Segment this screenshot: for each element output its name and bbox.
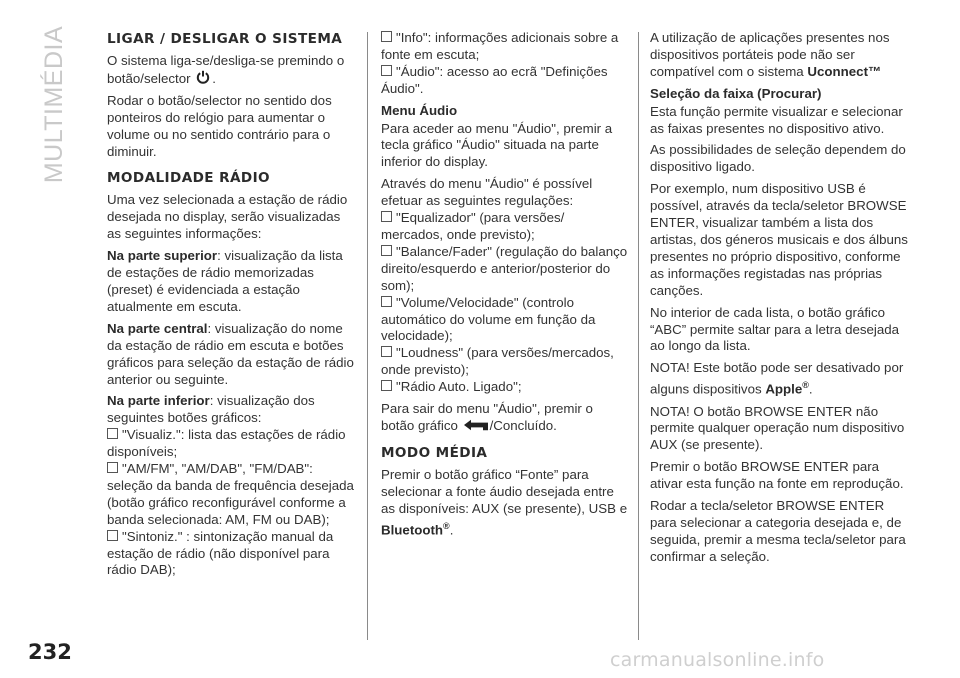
list-item: "Sintoniz." : sintonização manual da estação de rádio (não disponível para rádio DAB); <box>107 528 334 578</box>
paragraph-nota-apple: NOTA! Este botão pode ser desativado por alguns dispositivos Apple®. <box>650 360 904 397</box>
column-1 <box>107 30 357 579</box>
list-item: "Loudness" (para versões/mercados, onde previsto); <box>381 345 614 378</box>
paragraph-funcao: Esta função permite visualizar e selecionar as faixas presentes no dispositivo ativo. <box>650 103 903 136</box>
checkbox-bullet-icon <box>107 462 118 473</box>
heading-menu-audio: Menu Áudio <box>381 102 458 118</box>
checkbox-bullet-icon <box>381 65 392 76</box>
checkbox-bullet-icon <box>381 346 392 357</box>
checkbox-bullet-icon <box>381 245 392 256</box>
paragraph-menu-audio: Para aceder ao menu "Áudio", premir a tecla gráfico "Áudio" situada na parte inferior do display. <box>381 120 613 170</box>
paragraph-ativar: Premir o botão BROWSE ENTER para ativar esta função na fonte em reprodução. <box>650 459 904 492</box>
paragraph-volume: Rodar o botão/selector no sentido dos ponteiros do relógio para aumentar o volume ou no sentido contrário para o diminuir. <box>107 92 332 159</box>
paragraph-exemplo-usb: Por exemplo, num dispositivo USB é possível, através da tecla/seletor BROWSE ENTER, visualizar também a lista dos artistas, dos géneros musicais e dos álbuns presentes no próprio dispositivo, conforme as informações registadas nas próprias canções. <box>650 181 908 298</box>
checkbox-bullet-icon <box>381 211 392 222</box>
paragraph-possibilidades: As possibilidades de seleção dependem do dispositivo ligado. <box>650 142 906 175</box>
list-item: "Rádio Auto. Ligado"; <box>381 379 629 396</box>
column-2 <box>381 30 629 544</box>
paragraph-ligar: O sistema liga-se/desliga-se premindo o botão/selector . <box>107 53 345 86</box>
checkbox-bullet-icon <box>381 31 392 42</box>
checkbox-bullet-icon <box>107 428 118 439</box>
paragraph-regulacoes: Através do menu "Áudio" é possível efetuar as seguintes regulações: <box>381 176 593 209</box>
heading-modo-media: MODO MÉDIA <box>381 444 488 461</box>
checkbox-bullet-icon <box>381 296 392 307</box>
page-number: 232 <box>28 640 72 664</box>
list-item: "Info": informações adicionais sobre a fonte em escuta; <box>381 30 619 62</box>
list-item: "Visualiz.": lista das estações de rádio disponíveis; <box>107 427 346 460</box>
paragraph-nota-aux: NOTA! O botão BROWSE ENTER não permite qualquer operação num dispositivo AUX (se presente). <box>650 403 905 453</box>
paragraph-modo-media: Premir o botão gráfico “Fonte” para selecionar a fonte áudio desejada entre as disponíveis: AUX (se presente), USB e Bluetooth®. <box>381 466 628 537</box>
paragraph-parte-superior: Na parte superior: visualização da lista de estações de rádio memorizadas (preset) é evidenciada a estação atualmente em escuta. <box>107 248 343 314</box>
paragraph-rodar: Rodar a tecla/seletor BROWSE ENTER para selecionar a categoria desejada e, de seguida, premir a mesma tecla/seletor para confirmar a seleção. <box>650 498 906 564</box>
watermark: carmanualsonline.info <box>610 649 825 671</box>
column-divider-1 <box>367 32 368 640</box>
list-item: "Balance/Fader" (regulação do balanço direito/esquerdo e anterior/posterior do som); <box>381 243 628 293</box>
checkbox-bullet-icon <box>381 380 392 391</box>
back-arrow-icon <box>463 419 489 431</box>
paragraph-parte-central: Na parte central: visualização do nome da estação de rádio em escuta e botões gráficos para seleção da estação de rádio anterior ou seguinte. <box>107 320 354 387</box>
paragraph-abc: No interior de cada lista, o botão gráfico “ABC” permite saltar para a letra desejada ao longo da lista. <box>650 304 900 354</box>
paragraph-compatibilidade: A utilização de aplicações presentes nos dispositivos portáteis pode não ser compatível com o sistema Uconnect™ <box>650 30 890 79</box>
list-item: "AM/FM", "AM/DAB", "FM/DAB": seleção da banda de frequência desejada (botão gráfico reconfigurável conforme a banda selecionada: AM, FM ou DAB); <box>107 461 354 527</box>
paragraph-radio-intro: Uma vez selecionada a estação de rádio desejada no display, serão visualizadas as seguintes informações: <box>107 192 348 242</box>
column-divider-2 <box>638 32 639 640</box>
heading-selecao-faixa: Seleção da faixa (Procurar) <box>650 85 822 101</box>
column-3 <box>650 30 912 571</box>
paragraph-parte-inferior: Na parte inferior: visualização dos seguintes botões gráficos: <box>107 393 315 426</box>
section-side-label <box>28 24 82 184</box>
list-item: "Áudio": acesso ao ecrã "Definições Áudio". <box>381 63 608 96</box>
heading-modalidade-radio: MODALIDADE RÁDIO <box>107 170 271 187</box>
paragraph-sair-menu: Para sair do menu "Áudio", premir o botão gráfico /Concluído. <box>381 401 593 433</box>
checkbox-bullet-icon <box>107 530 118 541</box>
section-side-label-text: MULTIMÉDIA <box>40 25 69 183</box>
list-item: "Equalizador" (para versões/ mercados, onde previsto); <box>381 210 565 242</box>
list-item: "Volume/Velocidade" (controlo automático do volume em função da velocidade); <box>381 294 596 344</box>
heading-ligar-desligar: LIGAR / DESLIGAR O SISTEMA <box>107 31 343 47</box>
power-icon <box>196 70 210 84</box>
